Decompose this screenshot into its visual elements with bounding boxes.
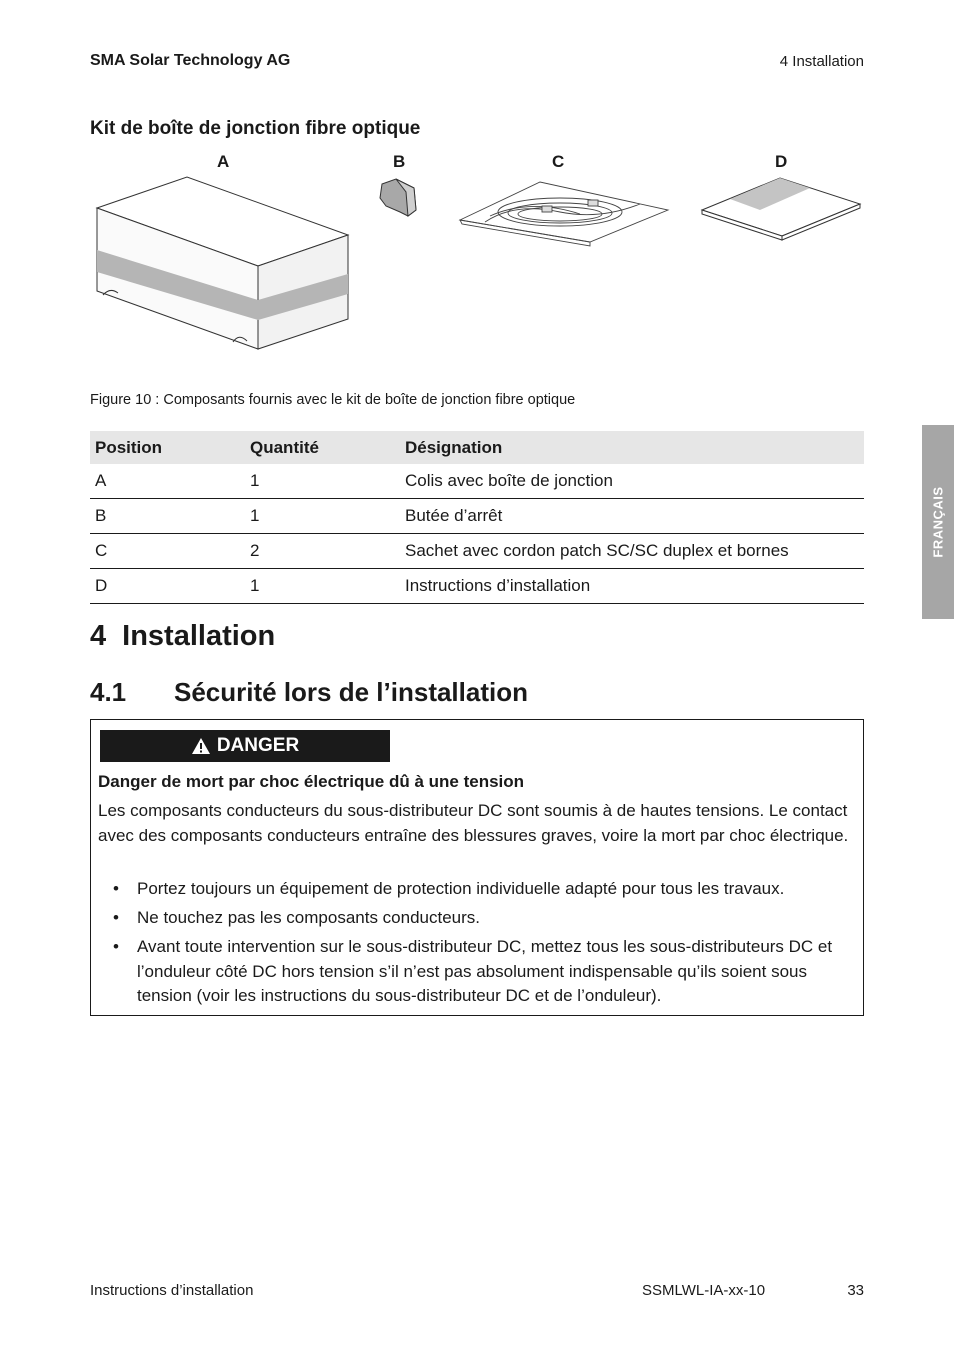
list-item: • Ne touchez pas les composants conducteurs. [113, 908, 481, 927]
table-row [90, 464, 864, 499]
installation-manual [702, 178, 860, 240]
table-cell-designation: Colis avec boîte de jonction [400, 464, 864, 499]
table-row [90, 499, 864, 534]
table-cell-position: B [90, 499, 245, 534]
table-header-row [90, 431, 864, 464]
components-table [90, 431, 864, 604]
figure-label-a: A [217, 152, 230, 171]
patch-cord-bag [460, 182, 668, 246]
danger-description: Les composants conducteurs du sous-distributeur DC sont soumis à de hautes tensions. Le contact avec des composants conducteurs entraîne des blessures graves, voire la mort par choc électrique. [98, 801, 849, 845]
danger-label: DANGER [216, 735, 300, 756]
chapter-title: Installation [122, 620, 276, 652]
warning-triangle-icon [191, 737, 211, 755]
table-row [90, 534, 864, 569]
table-cell-position: D [90, 569, 245, 604]
chapter-number: 4 [90, 620, 107, 652]
list-item: • Avant toute intervention sur le sous-distributeur DC, mettez tous les sous-distributeurs DC et l’onduleur côté DC hors tension s’il n’est pas absolument indispensable qu’ils soient sous tension (voir les instructions du sous-distributeur DC et de l’onduleur). [113, 937, 833, 1005]
end-stop [380, 179, 416, 216]
language-tab-label: FRANÇAIS [930, 486, 946, 558]
table-cell-designation: Sachet avec cordon patch SC/SC duplex et bornes [400, 534, 864, 569]
table-cell-position: A [90, 464, 245, 499]
column-header-quantity: Quantité [245, 431, 400, 464]
figure-label-b: B [393, 152, 406, 171]
footer-doc-code: SSMLWL-IA-xx-10 [642, 1282, 766, 1299]
figure-label-c: C [552, 152, 565, 171]
table-cell-designation: Instructions d’installation [400, 569, 864, 604]
list-item: • Portez toujours un équipement de protection individuelle adapté pour tous les travaux. [113, 879, 785, 898]
danger-measures-list [98, 877, 856, 1013]
footer-doc-title: Instructions d’installation [90, 1282, 254, 1299]
table-cell-designation: Butée d’arrêt [400, 499, 864, 534]
column-header-position: Position [90, 431, 245, 464]
list-item-text: Avant toute intervention sur le sous-distributeur DC, mettez tous les sous-distributeurs DC et l’onduleur côté DC hors tension s’il n’est pas absolument indispensable qu’ils soient sous tension (voir les instructions du sous-distributeur DC et de l’onduleur). [137, 937, 833, 1005]
column-header-designation: Désignation [400, 431, 864, 464]
header-section: 4 Installation [779, 53, 864, 70]
kit-title: Kit de boîte de jonction fibre optique [90, 118, 421, 139]
figure-label-d: D [775, 152, 788, 171]
kit-components-illustration [90, 170, 870, 370]
table-cell-quantity: 1 [245, 499, 400, 534]
danger-notice [90, 719, 864, 1016]
chapter-heading [90, 620, 275, 653]
table-row [90, 569, 864, 604]
list-item-text: Portez toujours un équipement de protection individuelle adapté pour tous les travaux. [137, 879, 785, 898]
danger-label-bar [100, 730, 390, 762]
page-number: 33 [847, 1282, 864, 1299]
junction-box-package [97, 177, 348, 349]
table-cell-position: C [90, 534, 245, 569]
section-heading [90, 677, 528, 708]
language-tab [922, 425, 954, 619]
figure-caption: Figure 10 : Composants fournis avec le kit de boîte de jonction fibre optique [90, 392, 576, 408]
danger-title: Danger de mort par choc électrique dû à une tension [98, 772, 525, 791]
header-company: SMA Solar Technology AG [90, 52, 291, 69]
table-cell-quantity: 1 [245, 464, 400, 499]
table-cell-quantity: 1 [245, 569, 400, 604]
section-title: Sécurité lors de l’installation [174, 677, 528, 707]
section-number: 4.1 [90, 677, 127, 707]
table-cell-quantity: 2 [245, 534, 400, 569]
list-item-text: Ne touchez pas les composants conducteurs. [137, 908, 481, 927]
